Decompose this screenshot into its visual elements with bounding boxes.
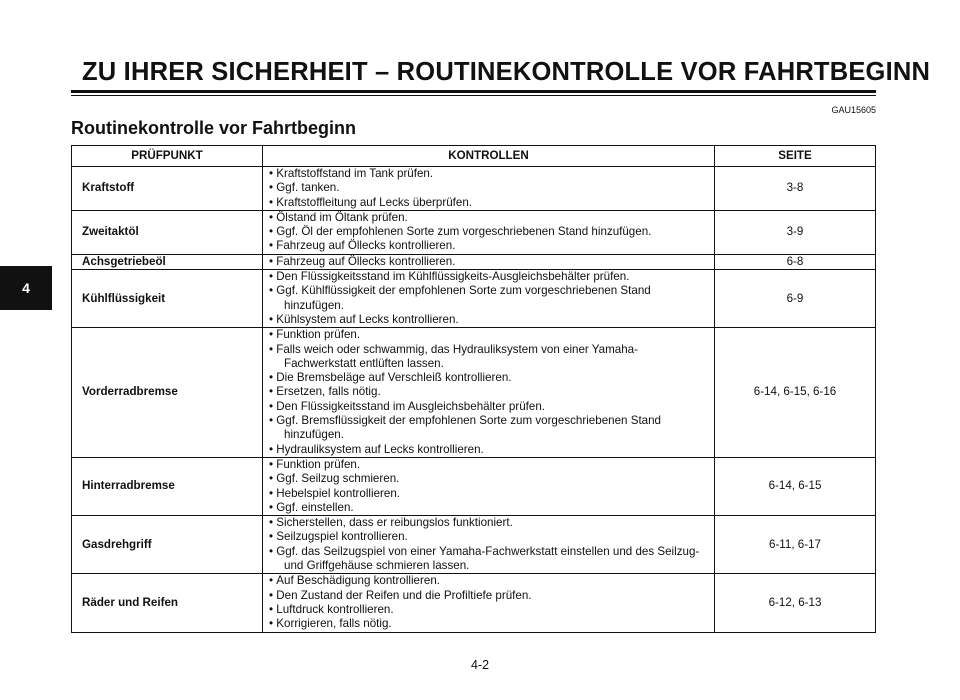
check-instructions xyxy=(263,516,715,574)
page-reference: 3-8 xyxy=(715,167,876,211)
chapter-tab: 4 xyxy=(0,266,52,310)
check-instruction-text: Ggf. Öl der empfohlenen Sorte zum vorgeschriebenen Stand hinzufügen. xyxy=(276,225,652,239)
bullet-icon: • xyxy=(269,312,277,326)
check-instruction xyxy=(269,196,708,210)
check-instruction-text: Seilzugspiel kontrollieren. xyxy=(276,530,408,544)
bullet-icon: • xyxy=(269,442,277,456)
check-instruction xyxy=(269,167,708,181)
check-item-name: Zweitaktöl xyxy=(72,210,263,254)
check-instruction xyxy=(269,443,708,457)
page-reference: 6-11, 6-17 xyxy=(715,516,876,574)
check-instruction xyxy=(269,343,708,372)
bullet-icon: • xyxy=(269,342,277,356)
check-item-name: Vorderradbremse xyxy=(72,328,263,458)
bullet-icon: • xyxy=(269,457,277,471)
check-instruction-text: Hebelspiel kontrollieren. xyxy=(276,486,401,500)
bullet-icon: • xyxy=(269,516,277,530)
check-instruction xyxy=(269,211,708,225)
check-instruction-text: Ggf. Kühlflüssigkeit der empfohlenen Sorte zum vorgeschriebenen Stand hinzufügen. xyxy=(276,284,651,312)
check-instruction xyxy=(269,181,708,195)
table-row xyxy=(72,516,876,574)
page-reference: 6-9 xyxy=(715,270,876,328)
bullet-icon: • xyxy=(269,181,277,195)
check-instruction-text: Luftdruck kontrollieren. xyxy=(276,602,394,616)
check-instruction-text: Kraftstoffstand im Tank prüfen. xyxy=(276,167,434,180)
page-reference: 6-14, 6-15, 6-16 xyxy=(715,328,876,458)
bullet-icon: • xyxy=(269,195,277,209)
check-instruction-text: Hydrauliksystem auf Lecks kontrollieren. xyxy=(276,442,484,456)
check-instruction xyxy=(269,225,708,239)
check-instruction-text: Funktion prüfen. xyxy=(276,457,361,471)
bullet-icon: • xyxy=(269,486,277,500)
table-row xyxy=(72,328,876,458)
column-header-checks: KONTROLLEN xyxy=(263,146,715,167)
bullet-icon: • xyxy=(269,254,277,268)
heading-rule xyxy=(71,90,876,93)
bullet-icon: • xyxy=(269,602,277,616)
bullet-icon: • xyxy=(269,210,277,224)
table-row xyxy=(72,574,876,632)
check-instruction xyxy=(269,617,708,631)
check-instruction-text: Den Zustand der Reifen und die Profiltiefe prüfen. xyxy=(276,588,532,602)
bullet-icon: • xyxy=(269,500,277,514)
check-instruction-text: Ölstand im Öltank prüfen. xyxy=(276,210,408,224)
check-instruction-text: Ersetzen, falls nötig. xyxy=(276,385,381,399)
bullet-icon: • xyxy=(269,530,277,544)
bullet-icon: • xyxy=(269,239,277,253)
bullet-icon: • xyxy=(269,472,277,486)
check-instructions xyxy=(263,254,715,269)
bullet-icon: • xyxy=(269,270,277,284)
bullet-icon: • xyxy=(269,544,277,558)
check-instruction xyxy=(269,239,708,253)
check-instruction-text: Den Flüssigkeitsstand im Ausgleichsbehälter prüfen. xyxy=(276,399,546,413)
check-instruction xyxy=(269,270,708,284)
page-reference: 3-9 xyxy=(715,210,876,254)
check-instruction xyxy=(269,574,708,588)
check-instructions xyxy=(263,328,715,458)
check-instruction xyxy=(269,472,708,486)
check-instruction xyxy=(269,487,708,501)
bullet-icon: • xyxy=(269,371,277,385)
bullet-icon: • xyxy=(269,167,277,180)
bullet-icon: • xyxy=(269,399,277,413)
check-instruction xyxy=(269,328,708,342)
check-instructions xyxy=(263,210,715,254)
check-instruction-text: Kraftstoffleitung auf Lecks überprüfen. xyxy=(276,195,472,209)
table-body xyxy=(72,167,876,633)
heading-rule-thin xyxy=(71,95,876,96)
check-instruction xyxy=(269,371,708,385)
check-instruction xyxy=(269,400,708,414)
check-instruction xyxy=(269,545,708,574)
table-row xyxy=(72,210,876,254)
check-instruction-text: Ggf. Seilzug schmieren. xyxy=(276,472,400,486)
check-instruction-text: Fahrzeug auf Öllecks kontrollieren. xyxy=(276,239,456,253)
check-instruction-text: Sicherstellen, dass er reibungslos funktioniert. xyxy=(276,516,513,530)
bullet-icon: • xyxy=(269,574,277,588)
check-instructions xyxy=(263,167,715,211)
page-number: 4-2 xyxy=(470,658,490,672)
page-reference: 6-12, 6-13 xyxy=(715,574,876,632)
table-row xyxy=(72,270,876,328)
bullet-icon: • xyxy=(269,414,277,428)
bullet-icon: • xyxy=(269,617,277,631)
check-item-name: Achsgetriebeöl xyxy=(72,254,263,269)
table-row xyxy=(72,167,876,211)
check-instruction-text: Falls weich oder schwammig, das Hydrauliksystem von einer Yamaha-Fachwerkstatt entlüften lassen. xyxy=(276,342,638,370)
table-row xyxy=(72,457,876,515)
page-reference: 6-8 xyxy=(715,254,876,269)
check-instruction-text: Korrigieren, falls nötig. xyxy=(276,617,392,631)
check-instruction-text: Ggf. tanken. xyxy=(276,181,340,195)
inspection-table xyxy=(71,145,876,633)
check-instruction-text: Ggf. Bremsflüssigkeit der empfohlenen Sorte zum vorgeschriebenen Stand hinzufügen. xyxy=(276,414,662,442)
check-item-name: Kühlflüssigkeit xyxy=(72,270,263,328)
check-item-name: Gasdrehgriff xyxy=(72,516,263,574)
check-instruction xyxy=(269,501,708,515)
check-instruction xyxy=(269,284,708,313)
column-header-page: SEITE xyxy=(715,146,876,167)
page-reference: 6-14, 6-15 xyxy=(715,457,876,515)
check-instruction xyxy=(269,313,708,327)
check-instruction xyxy=(269,414,708,443)
table-row xyxy=(72,254,876,269)
section-title: Routinekontrolle vor Fahrtbeginn xyxy=(71,118,357,138)
page-heading: ZU IHRER SICHERHEIT – ROUTINEKONTROLLE VOR FAHRTBEGINN xyxy=(82,58,931,86)
bullet-icon: • xyxy=(269,328,277,342)
check-instruction-text: Kühlsystem auf Lecks kontrollieren. xyxy=(276,312,459,326)
check-instruction-text: Die Bremsbeläge auf Verschleiß kontrollieren. xyxy=(276,371,512,385)
check-instruction xyxy=(269,589,708,603)
check-instruction xyxy=(269,458,708,472)
check-instruction xyxy=(269,385,708,399)
check-instructions xyxy=(263,270,715,328)
bullet-icon: • xyxy=(269,225,277,239)
check-instruction xyxy=(269,530,708,544)
bullet-icon: • xyxy=(269,588,277,602)
check-instruction xyxy=(269,255,708,269)
bullet-icon: • xyxy=(269,284,277,298)
check-instructions xyxy=(263,457,715,515)
check-instructions xyxy=(263,574,715,632)
check-instruction xyxy=(269,516,708,530)
table-header-row xyxy=(72,146,876,167)
check-instruction-text: Ggf. einstellen. xyxy=(276,500,354,514)
check-item-name: Kraftstoff xyxy=(72,167,263,211)
column-header-item: PRÜFPUNKT xyxy=(72,146,263,167)
check-instruction-text: Den Flüssigkeitsstand im Kühlflüssigkeits-Ausgleichsbehälter prüfen. xyxy=(276,270,630,284)
reference-code: GAU15605 xyxy=(831,105,876,115)
check-instruction xyxy=(269,603,708,617)
check-item-name: Hinterradbremse xyxy=(72,457,263,515)
check-instruction-text: Auf Beschädigung kontrollieren. xyxy=(276,574,440,588)
check-instruction-text: Funktion prüfen. xyxy=(276,328,361,342)
check-instruction-text: Ggf. das Seilzugspiel von einer Yamaha-Fachwerkstatt einstellen und des Seilzug- und Griffgehäuse schmieren lassen. xyxy=(276,544,700,573)
bullet-icon: • xyxy=(269,385,277,399)
check-item-name: Räder und Reifen xyxy=(72,574,263,632)
check-instruction-text: Fahrzeug auf Öllecks kontrollieren. xyxy=(276,254,456,268)
